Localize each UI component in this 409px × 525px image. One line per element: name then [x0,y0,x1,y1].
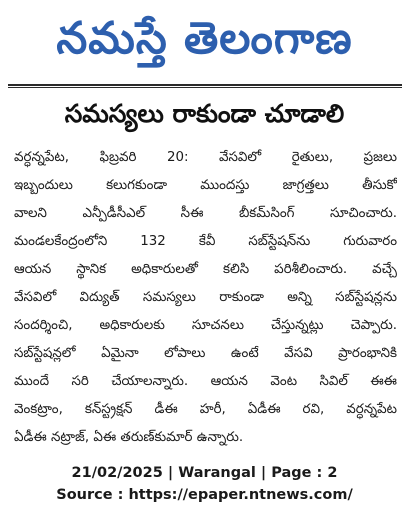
source-link[interactable]: Source : https://epaper.ntnews.com/ [56,487,353,503]
article-line: వాలని ఎన్పీడీసీఎల్ సీఈ బీకమ్‌సింగ్ సూచించారు. [14,206,397,221]
date-edition-page: 21/02/2025 | Warangal | Page : 2 [71,465,338,481]
article-line: ఆయన స్థానిక అధికారులతో కలిసి పరిశీలించారు. వచ్చే [14,262,397,277]
masthead-divider-thin [8,87,402,88]
masthead [0,4,409,74]
article-headline: సమస్యలు రాకుండా చూడాలి [64,99,345,128]
article-line: ఇబ్బందులు కలుగకుండా ముందస్తు జాగ్రత్తలు తీసుకో [14,178,397,193]
clipping-footer [0,462,409,506]
article-line: మండలకేంద్రంలోని 132 కేవీ సబ్‌స్టేషన్‌ను గురువారం [14,234,397,249]
article-line: ముందే సరి చేయాలన్నారు. ఆయన వెంట సివిల్ ఈఈ [14,374,397,389]
article-line: వెంకట్రాం, కన్‌స్ట్రక్షన్ డీఈ హరీ, ఏడీఈ రవి, వర్ధన్నపేట [14,402,397,417]
article-line: సబ్‌స్టేషన్లలో ఏమైనా లోపాలు ఉంటే వేసవి ప్రారంభానికి [14,346,397,361]
article-line: వర్ధన్నపేట, ఫిబ్రవరి 20: వేసవిలో రైతులు, ప్రజలు [14,150,397,165]
masthead-divider [8,84,402,86]
newspaper-title-logo: నమస్తే తెలంగాణ [56,13,353,64]
article-line: ఏడీఈ నట్రాజ్, ఏఈ తరుణ్‌కుమార్ ఉన్నారు. [14,430,244,445]
article-line: వేసవిలో విద్యుత్ సమస్యలు రాకుండా అన్ని సబ్‌స్టేషన్లను [14,290,397,305]
article-line: సందర్శించి, అధికారులకు సూచనలు చేస్తున్నట్లు చెప్పారు. [14,318,397,333]
article-body [14,144,397,452]
